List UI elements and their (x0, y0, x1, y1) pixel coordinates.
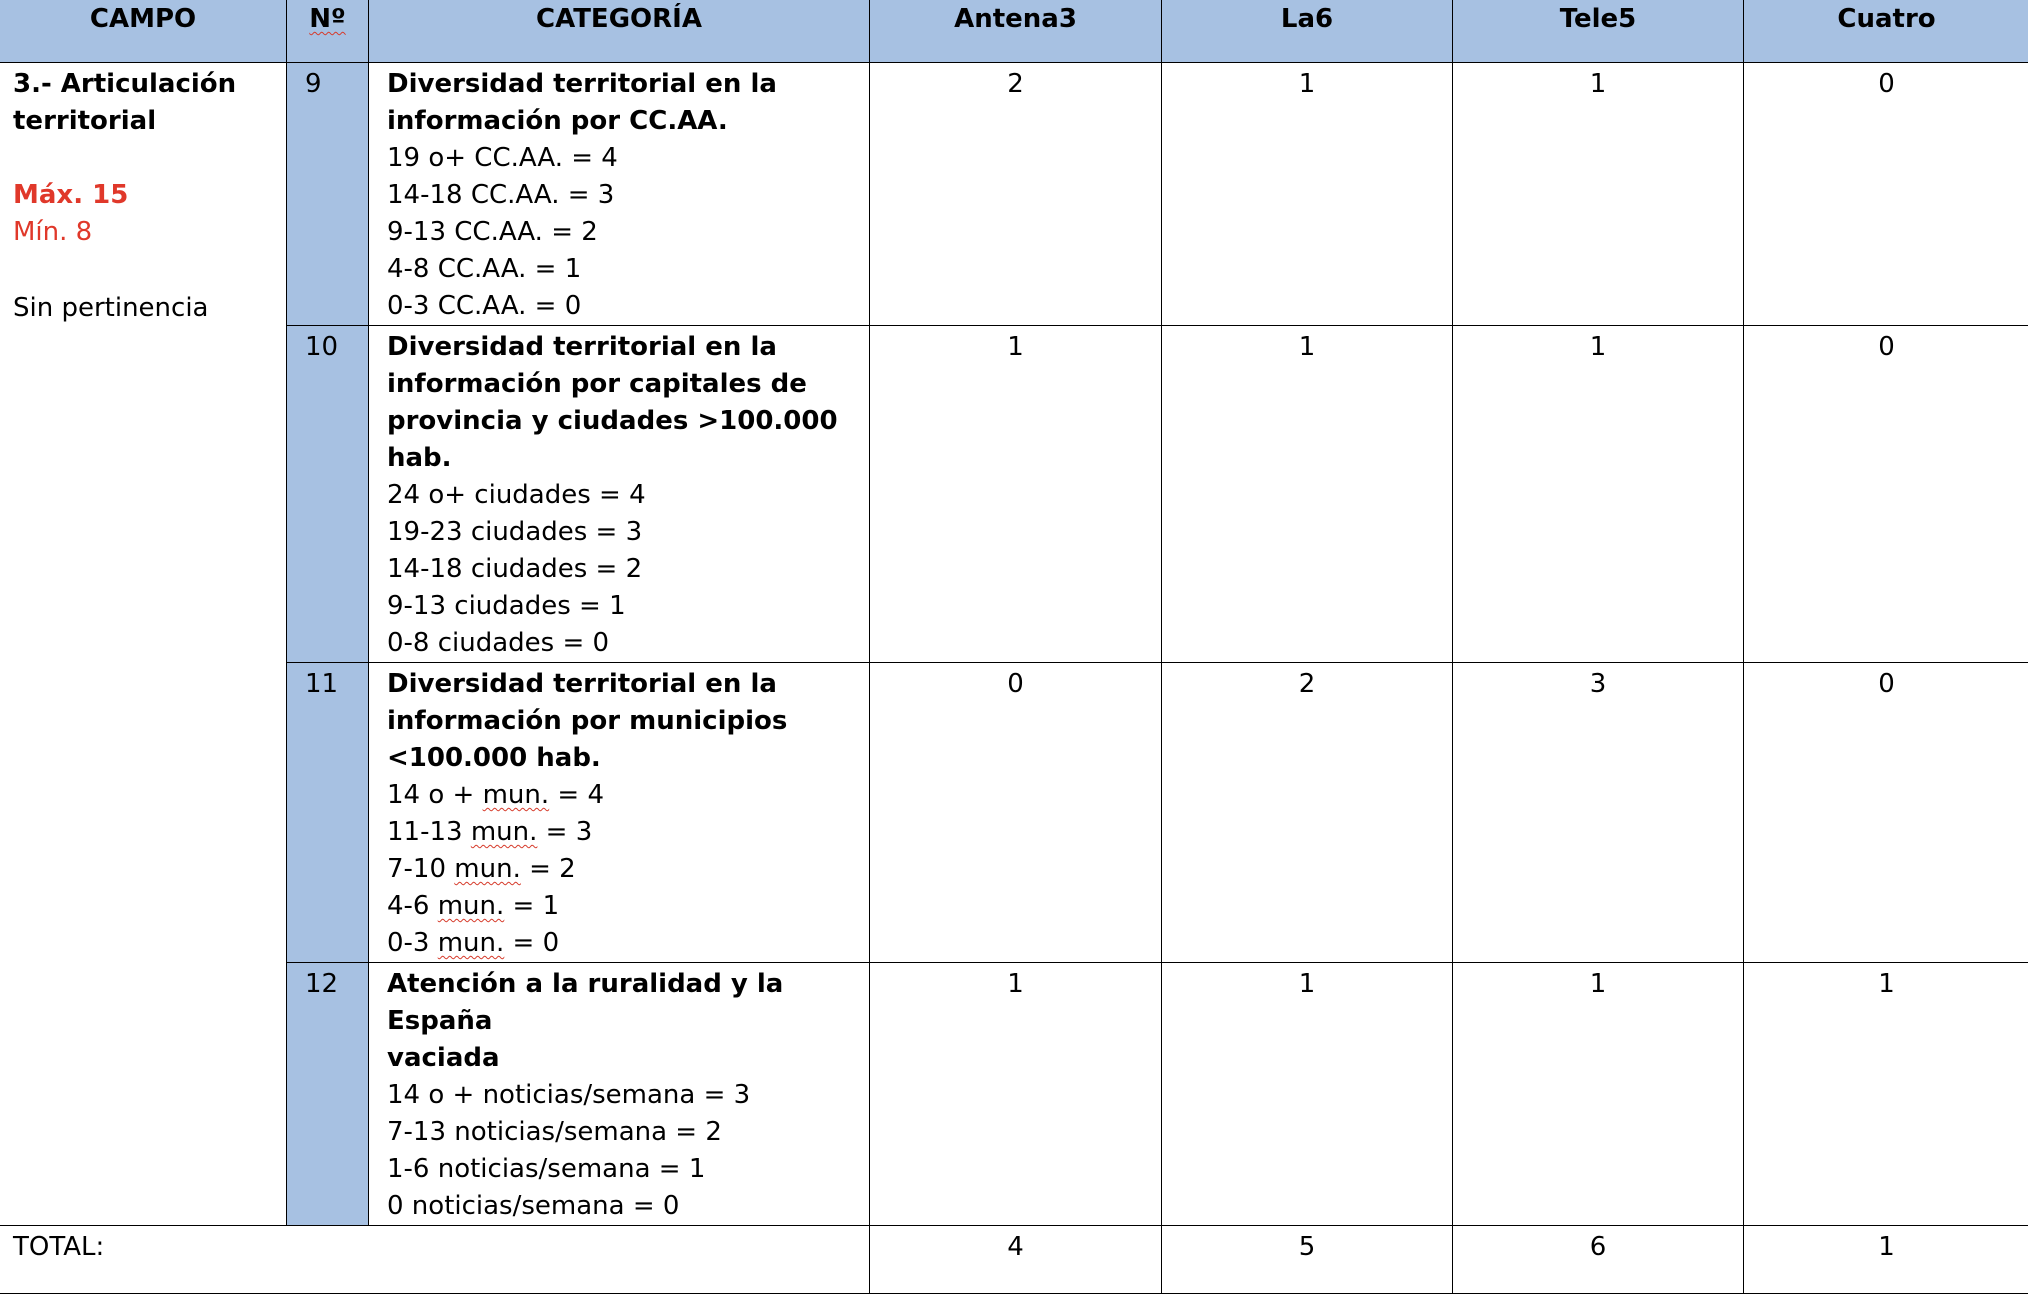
value-tele5: 1 (1453, 63, 1744, 326)
row-number: 10 (287, 326, 369, 663)
value-la6: 2 (1162, 663, 1453, 963)
row-number: 9 (287, 63, 369, 326)
header-antena3: Antena3 (870, 0, 1162, 63)
value-antena3: 0 (870, 663, 1162, 963)
header-la6: La6 (1162, 0, 1453, 63)
value-antena3: 1 (870, 326, 1162, 663)
table-row (0, 326, 2028, 663)
campo-max: Máx. 15 (13, 177, 286, 214)
row-number: 11 (287, 663, 369, 963)
total-row (0, 1226, 2028, 1294)
category-cell: Diversidad territorial en la información por municipios <100.000 hab. 14 o + mun. = 4 11-13 mun. = 3 7-10 mun. = 2 4-6 mun. = 1 0-3 mun. = 0 (369, 663, 870, 963)
value-la6: 1 (1162, 63, 1453, 326)
category-cell: Atención a la ruralidad y la España vaciada 14 o + noticias/semana = 3 7-13 noticias/semana = 2 1-6 noticias/semana = 1 0 noticias/semana = 0 (369, 963, 870, 1226)
value-antena3: 2 (870, 63, 1162, 326)
total-label: TOTAL: (13, 1232, 104, 1262)
value-tele5: 3 (1453, 663, 1744, 963)
row-number: 12 (287, 963, 369, 1226)
table-row (0, 63, 2028, 326)
value-antena3: 1 (870, 963, 1162, 1226)
total-antena3: 4 (870, 1226, 1162, 1294)
total-label-cell (0, 1226, 870, 1294)
header-numero: Nº (287, 0, 369, 63)
campo-note: Sin pertinencia (13, 290, 286, 327)
total-cuatro: 1 (1744, 1226, 2028, 1294)
value-tele5: 1 (1453, 963, 1744, 1226)
header-tele5: Tele5 (1453, 0, 1744, 63)
value-la6: 1 (1162, 326, 1453, 663)
category-cell: Diversidad territorial en la información por CC.AA. 19 o+ CC.AA. = 4 14-18 CC.AA. = 3 9-13 CC.AA. = 2 4-8 CC.AA. = 1 0-3 CC.AA. = 0 (369, 63, 870, 326)
table-row (0, 663, 2028, 963)
header-row (0, 0, 2028, 63)
value-tele5: 1 (1453, 326, 1744, 663)
value-la6: 1 (1162, 963, 1453, 1226)
value-cuatro: 0 (1744, 63, 2028, 326)
category-cell: Diversidad territorial en la información por capitales de provincia y ciudades >100.000 hab. 24 o+ ciudades = 4 19-23 ciudades = 3 14-18 ciudades = 2 9-13 ciudades = 1 0-8 ciudades = 0 (369, 326, 870, 663)
campo-cell (0, 63, 287, 1226)
header-categoria: CATEGORÍA (369, 0, 870, 63)
value-cuatro: 0 (1744, 663, 2028, 963)
campo-title-line2: territorial (13, 103, 286, 140)
total-la6: 5 (1162, 1226, 1453, 1294)
table-row (0, 963, 2028, 1226)
header-campo: CAMPO (0, 0, 287, 63)
campo-min: Mín. 8 (13, 214, 286, 251)
campo-title-line1: 3.- Articulación (13, 66, 286, 103)
header-cuatro: Cuatro (1744, 0, 2028, 63)
value-cuatro: 0 (1744, 326, 2028, 663)
total-tele5: 6 (1453, 1226, 1744, 1294)
value-cuatro: 1 (1744, 963, 2028, 1226)
